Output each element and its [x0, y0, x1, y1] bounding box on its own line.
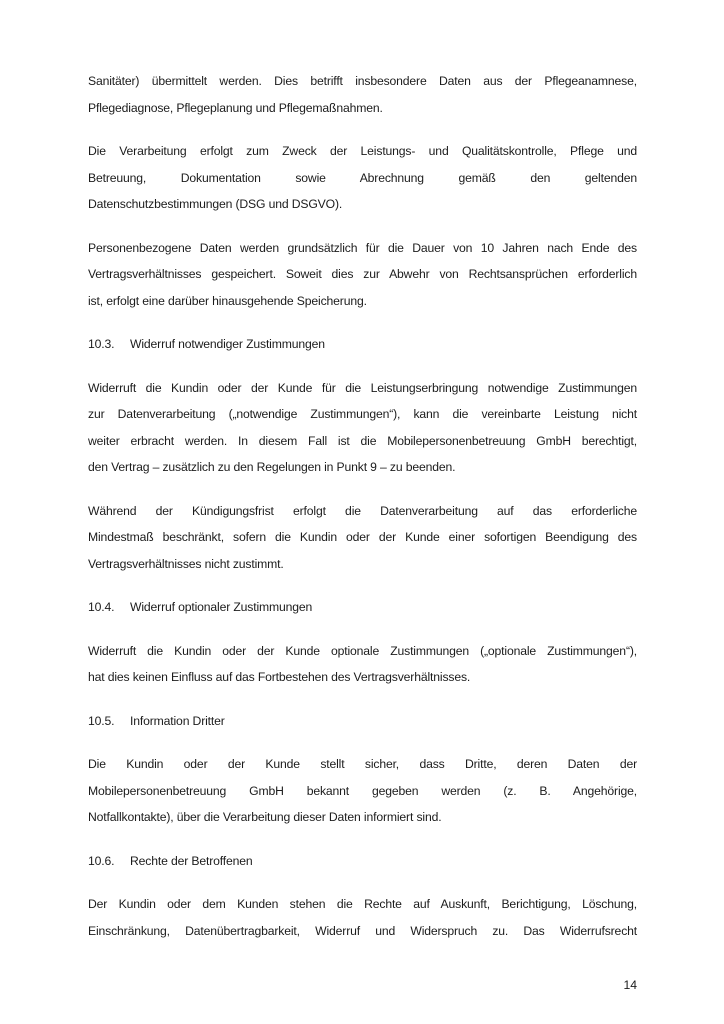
text-line: Einschränkung, Datenübertragbarkeit, Widerruf und Widerspruch zu. Das Widerrufsrecht — [88, 923, 637, 938]
paragraph — [88, 751, 637, 831]
text-line: Vertragsverhältnisses gespeichert. Soweit dies zur Abwehr von Rechtsansprüchen erforderlich — [88, 267, 637, 281]
section-title: Widerruf optionaler Zustimmungen — [130, 600, 313, 614]
text-line: Pflegediagnose, Pflegeplanung und Pflegemaßnahmen. — [88, 100, 383, 115]
text-line: hat dies keinen Einfluss auf das Fortbestehen des Vertragsverhältnisses. — [88, 670, 471, 684]
text-line: zur Datenverarbeitung („notwendige Zustimmungen“), kann die vereinbarte Leistung nicht — [88, 407, 637, 421]
section-number: 10.5. — [88, 713, 115, 728]
text-line: Die Kundin oder der Kunde stellt sicher, dass Dritte, deren Daten der — [88, 757, 637, 771]
text-line: Widerruft die Kundin oder der Kunde für die Leistungserbringung notwendige Zustimmungen — [88, 380, 637, 395]
text-line: ist, erfolgt eine darüber hinausgehende Speicherung. — [88, 293, 367, 308]
text-block — [88, 68, 637, 961]
text-line: Der Kundin oder dem Kunden stehen die Rechte auf Auskunft, Berichtigung, Löschung, — [88, 897, 637, 911]
section-title: Rechte der Betroffenen — [130, 853, 253, 868]
text-line: Vertragsverhältnisses nicht zustimmt. — [88, 556, 284, 571]
paragraph — [88, 638, 637, 691]
text-line: weiter erbracht werden. In diesem Fall ist die Mobilepersonenbetreuung GmbH berechtigt, — [88, 433, 637, 448]
text-line: Personenbezogene Daten werden grundsätzlich für die Dauer von 10 Jahren nach Ende des — [88, 240, 637, 255]
text-line: Notfallkontakte), über die Verarbeitung dieser Daten informiert sind. — [88, 810, 442, 824]
text-line: Datenschutzbestimmungen (DSG und DSGVO). — [88, 197, 343, 211]
section-number: 10.6. — [88, 853, 115, 868]
section-heading — [88, 708, 637, 735]
section-number: 10.3. — [88, 337, 115, 351]
paragraph — [88, 68, 637, 121]
text-line: Sanitäter) übermittelt werden. Dies betrifft insbesondere Daten aus der Pflegeanamnese, — [88, 74, 637, 88]
section-heading — [88, 594, 637, 621]
text-line: Betreuung, Dokumentation sowie Abrechnung gemäß den geltenden — [88, 170, 637, 185]
section-number: 10.4. — [88, 600, 115, 614]
paragraph — [88, 138, 637, 218]
paragraph — [88, 498, 637, 578]
section-heading — [88, 848, 637, 875]
text-line: Widerruft die Kundin oder der Kunde optionale Zustimmungen („optionale Zustimmungen“), — [88, 643, 637, 658]
section-heading — [88, 331, 637, 358]
paragraph — [88, 375, 637, 481]
text-line: Mindestmaß beschränkt, sofern die Kundin oder der Kunde einer sofortigen Beendigung des — [88, 530, 637, 544]
section-title: Information Dritter — [130, 713, 225, 728]
section-title: Widerruf notwendiger Zustimmungen — [130, 337, 325, 351]
paragraph — [88, 891, 637, 944]
text-line: Mobilepersonenbetreuung GmbH bekannt gegeben werden (z. B. Angehörige, — [88, 783, 637, 798]
paragraph — [88, 235, 637, 315]
text-line: Die Verarbeitung erfolgt zum Zweck der Leistungs- und Qualitätskontrolle, Pflege und — [88, 144, 637, 158]
page-number: 14 — [623, 978, 637, 992]
text-line: den Vertrag – zusätzlich zu den Regelungen in Punkt 9 – zu beenden. — [88, 460, 456, 474]
text-line: Während der Kündigungsfrist erfolgt die Datenverarbeitung auf das erforderliche — [88, 503, 637, 518]
